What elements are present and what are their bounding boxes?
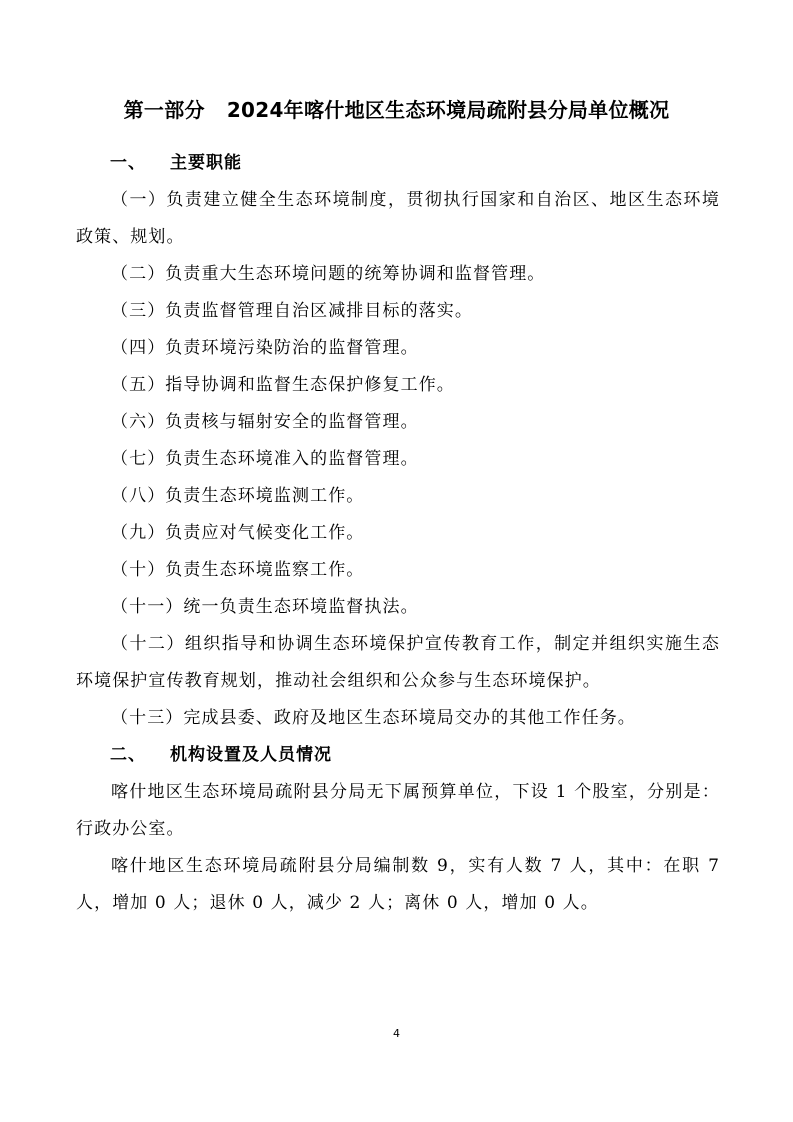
section-number: 一、	[110, 153, 146, 173]
function-item: （二）负责重大生态环境问题的统筹协调和监督管理。	[111, 264, 546, 284]
page-number: 4	[393, 1027, 400, 1040]
staffing-paragraph: 喀什地区生态环境局疏附县分局编制数 9，实有人数 7 人，其中：在职 7 人，增加 0 人；退休 0 人，减少 2 人；离休 0 人，增加 0 人。	[76, 856, 720, 913]
function-item: （六）负责核与辐射安全的监督管理。	[111, 412, 419, 432]
function-item: （四）负责环境污染防治的监督管理。	[111, 338, 419, 358]
function-item: （八）负责生态环境监测工作。	[111, 486, 365, 506]
section-heading-functions	[76, 145, 720, 182]
function-item: （十）负责生态环境监察工作。	[111, 560, 365, 580]
function-item: （十一）统一负责生态环境监督执法。	[111, 597, 419, 617]
section-heading-organization	[76, 737, 720, 774]
function-item: （一）负责建立健全生态环境制度，贯彻执行国家和自治区、地区生态环境政策、规划。	[76, 190, 720, 247]
function-item: （三）负责监督管理自治区减排目标的落实。	[111, 301, 473, 321]
title-text: 2024年喀什地区生态环境局疏附县分局单位概况	[226, 98, 670, 122]
function-item: （十三）完成县委、政府及地区生态环境局交办的其他工作任务。	[111, 708, 636, 728]
function-item: （五）指导协调和监督生态保护修复工作。	[111, 375, 455, 395]
section-title: 机构设置及人员情况	[170, 745, 332, 765]
section-number: 二、	[110, 745, 146, 765]
function-item: （七）负责生态环境准入的监督管理。	[111, 449, 419, 469]
document-body	[76, 145, 720, 922]
page-title	[0, 96, 793, 124]
title-part: 第一部分	[123, 98, 205, 122]
function-item: （九）负责应对气候变化工作。	[111, 523, 365, 543]
organization-paragraph: 喀什地区生态环境局疏附县分局无下属预算单位，下设 1 个股室，分别是：行政办公室。	[76, 782, 720, 839]
function-item: （十二）组织指导和协调生态环境保护宣传教育工作，制定并组织实施生态环境保护宣传教育规划，推动社会组织和公众参与生态环境保护。	[76, 634, 720, 691]
section-title: 主要职能	[170, 153, 242, 173]
